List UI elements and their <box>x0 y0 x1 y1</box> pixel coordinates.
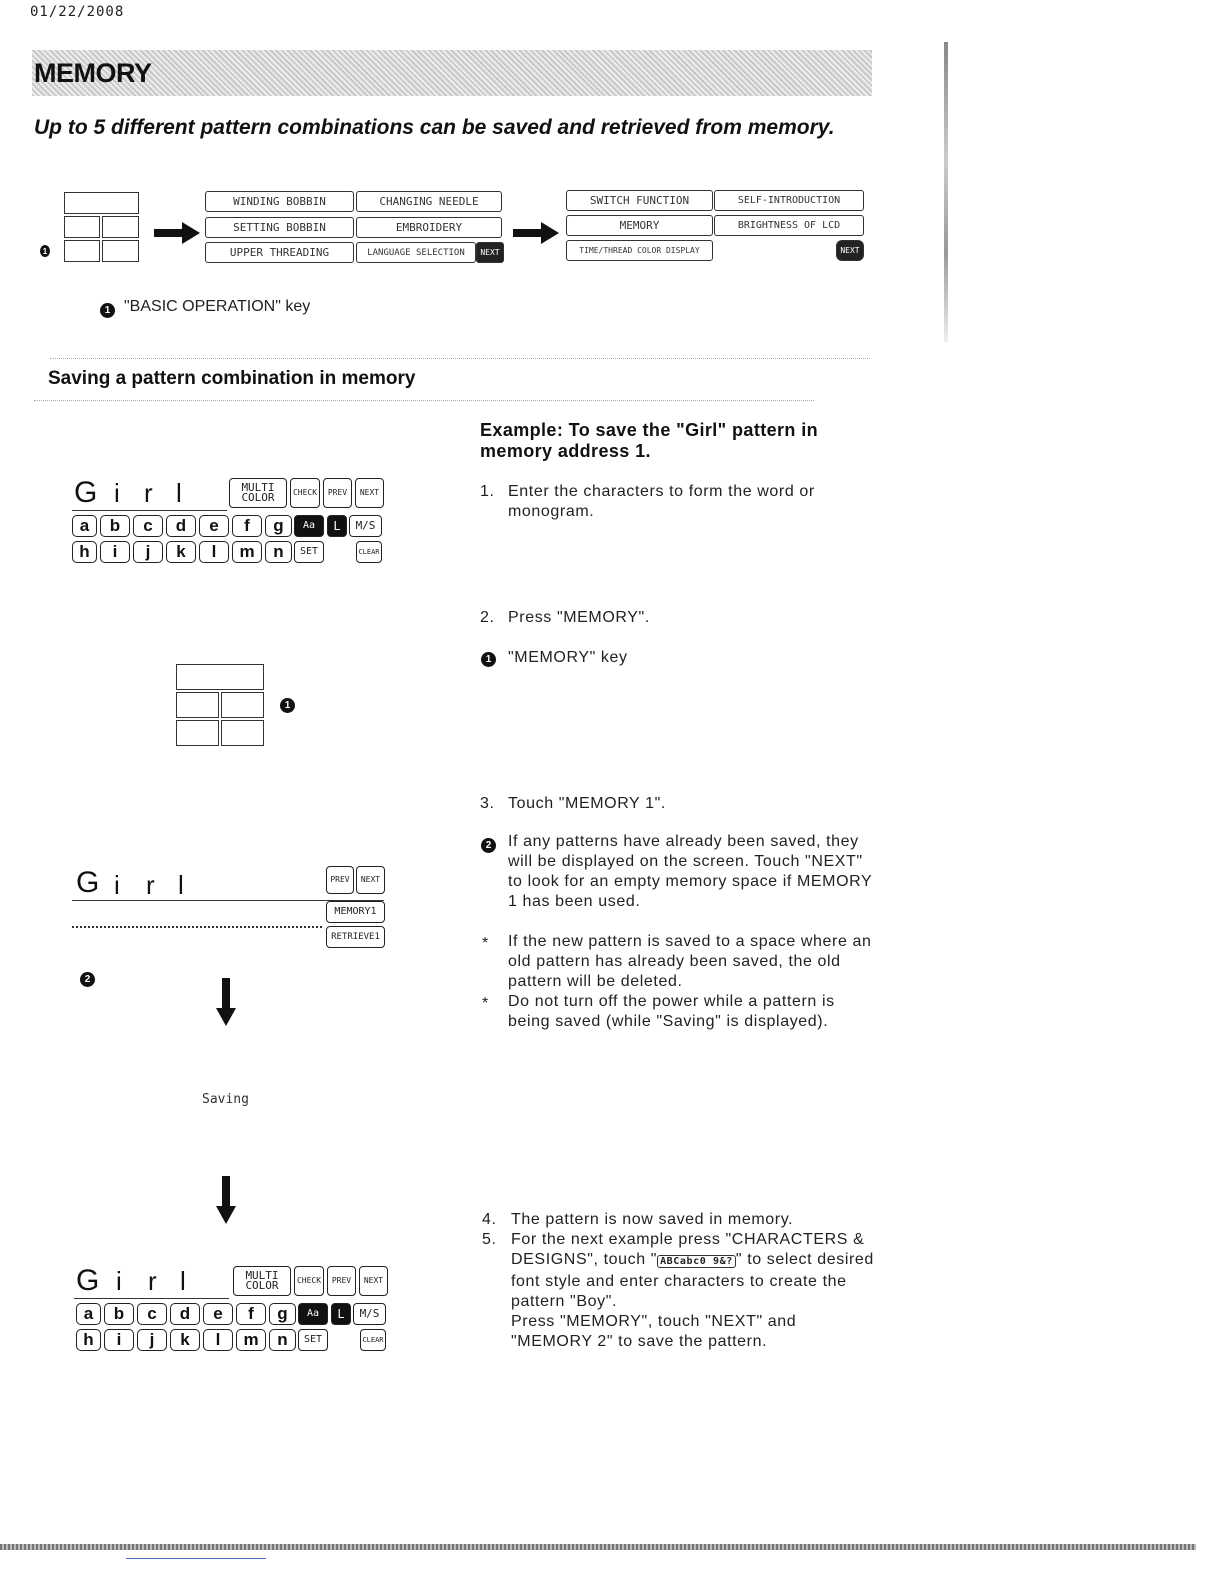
letter-key-g: g <box>265 515 292 537</box>
word-char: G <box>76 866 100 899</box>
letter-key-n: n <box>265 541 292 563</box>
prev-key: PREV <box>327 1266 356 1296</box>
key-grid-cell <box>64 216 100 238</box>
word-char: r <box>146 870 155 900</box>
letter-key-i: i <box>100 541 130 563</box>
letter-key-l: l <box>199 541 229 563</box>
step-5-text <box>511 1230 879 1352</box>
divider <box>50 358 870 360</box>
upper-threading-key: UPPER THREADING <box>205 242 354 263</box>
word-char: G <box>74 476 98 509</box>
letter-key-g: g <box>269 1303 296 1325</box>
set-key: SET <box>298 1329 328 1351</box>
next-key: NEXT <box>356 866 385 894</box>
self-introduction-key: SELF-INTRODUCTION <box>714 190 864 211</box>
footer-line <box>126 1558 266 1559</box>
check-key: CHECK <box>290 478 320 508</box>
letter-key-c: c <box>133 515 163 537</box>
marker-one: 1 <box>481 652 496 667</box>
size-ms-key: M/S <box>349 515 382 537</box>
step-2-number: 2. <box>480 609 495 626</box>
step-5-part-b: " to select desired font style and enter characters to create the pattern "Boy". <box>511 1251 874 1310</box>
letter-key-d: d <box>170 1303 200 1325</box>
letter-key-f: f <box>232 515 262 537</box>
letter-key-a: a <box>76 1303 101 1325</box>
clear-key: CLEAR <box>360 1329 386 1351</box>
word-char: r <box>148 1266 157 1296</box>
retrieve1-key: RETRIEVE1 <box>326 926 385 948</box>
asterisk: * <box>482 935 489 952</box>
letter-key-f: f <box>236 1303 266 1325</box>
prev-key: PREV <box>326 866 354 894</box>
divider <box>34 400 814 402</box>
size-l-key: L <box>331 1303 351 1325</box>
switch-function-key: SWITCH FUNCTION <box>566 190 713 211</box>
brightness-of-lcd-key: BRIGHTNESS OF LCD <box>714 215 864 236</box>
font-style-key: ABCabc0 9&? <box>657 1255 736 1268</box>
size-ms-key: M/S <box>353 1303 386 1325</box>
marker-two: 2 <box>481 838 496 853</box>
basic-operation-note: "BASIC OPERATION" key <box>124 298 311 315</box>
memory-key: MEMORY <box>566 215 713 236</box>
case-toggle-key: Aa <box>298 1303 328 1325</box>
footer-rule <box>0 1544 1196 1550</box>
letter-key-b: b <box>104 1303 134 1325</box>
letter-key-h: h <box>72 541 97 563</box>
setting-bobbin-key: SETTING BOBBIN <box>205 217 354 238</box>
step-1-text: Enter the characters to form the word or monogram. <box>508 483 815 520</box>
key-grid-cell <box>102 240 139 262</box>
letter-key-h: h <box>76 1329 101 1351</box>
time-thread-color-display-key: TIME/THREAD COLOR DISPLAY <box>566 240 713 261</box>
letter-key-m: m <box>236 1329 266 1351</box>
word-char: i <box>114 478 120 508</box>
step-5-part-a: For the next example press "CHARACTERS & DESIGNS", touch " <box>511 1231 865 1268</box>
next-key: NEXT <box>476 242 504 263</box>
title-banner <box>32 50 872 96</box>
marker-one: 1 <box>40 245 50 257</box>
step-4-text: The pattern is now saved in memory. <box>511 1211 794 1228</box>
set-key: SET <box>294 541 324 563</box>
size-l-key: L <box>327 515 347 537</box>
word-char: l <box>176 478 182 508</box>
next-key: NEXT <box>836 240 864 261</box>
key-grid-cell <box>102 216 139 238</box>
down-arrow-icon <box>216 1176 236 1226</box>
step-3-note: If any patterns have already been saved, they will be displayed on the screen. Touch "NEXT" to look for an empty memory space if MEMORY 1 has been used. <box>508 833 872 910</box>
memory-key-note: "MEMORY" key <box>508 649 628 666</box>
key-grid-top <box>64 192 139 214</box>
changing-needle-key: CHANGING NEEDLE <box>356 191 502 212</box>
key-grid-top <box>176 664 264 690</box>
letter-key-d: d <box>166 515 196 537</box>
power-note: Do not turn off the power while a pattern is being saved (while "Saving" is displayed). <box>508 993 835 1030</box>
page-date: 01/22/2008 <box>30 4 125 20</box>
letter-key-k: k <box>170 1329 200 1351</box>
right-arrow-icon <box>513 222 561 244</box>
step-5-number: 5. <box>482 1231 497 1248</box>
page-title: MEMORY <box>34 58 152 88</box>
step-1-number: 1. <box>480 483 495 500</box>
winding-bobbin-key: WINDING BOBBIN <box>205 191 354 212</box>
example-title: Example: To save the "Girl" pattern in memory address 1. <box>480 420 819 461</box>
multi-color-key: MULTI COLOR <box>229 478 287 508</box>
clear-key: CLEAR <box>356 541 382 563</box>
down-arrow-icon <box>216 978 236 1028</box>
letter-key-k: k <box>166 541 196 563</box>
step-3-text: Touch "MEMORY 1". <box>508 795 666 812</box>
section-heading: Saving a pattern combination in memory <box>48 368 416 389</box>
check-key: CHECK <box>294 1266 324 1296</box>
step-4-number: 4. <box>482 1211 497 1228</box>
marker-two: 2 <box>80 972 95 987</box>
language-selection-key: LANGUAGE SELECTION <box>356 242 476 263</box>
word-char: l <box>178 870 184 900</box>
case-toggle-key: Aa <box>294 515 324 537</box>
saving-status: Saving <box>202 1092 249 1107</box>
page-subtitle: Up to 5 different pattern combinations can be saved and retrieved from memory. <box>34 116 835 139</box>
step-5-part-c: Press "MEMORY", touch "NEXT" and "MEMORY 2" to save the pattern. <box>511 1313 797 1350</box>
memory1-key: MEMORY1 <box>326 901 385 923</box>
letter-key-i: i <box>104 1329 134 1351</box>
letter-key-b: b <box>100 515 130 537</box>
letter-key-c: c <box>137 1303 167 1325</box>
next-key: NEXT <box>359 1266 388 1296</box>
marker-one: 1 <box>100 303 115 318</box>
word-char: r <box>144 478 153 508</box>
word-char: i <box>114 870 120 900</box>
overwrite-note: If the new pattern is saved to a space where an old pattern has already been saved, the old pattern will be deleted. <box>508 933 872 990</box>
page-edge-bar <box>944 42 948 342</box>
embroidery-key: EMBROIDERY <box>356 217 502 238</box>
word-char: i <box>116 1266 122 1296</box>
letter-key-a: a <box>72 515 97 537</box>
dotted-line <box>72 926 322 928</box>
prev-key: PREV <box>323 478 352 508</box>
key-grid-cell <box>176 692 219 718</box>
key-grid-cell <box>176 720 219 746</box>
letter-key-j: j <box>133 541 163 563</box>
word-char: l <box>180 1266 186 1296</box>
letter-key-m: m <box>232 541 262 563</box>
letter-key-n: n <box>269 1329 296 1351</box>
letter-key-l: l <box>203 1329 233 1351</box>
step-3-number: 3. <box>480 795 495 812</box>
right-arrow-icon <box>154 222 202 244</box>
multi-color-key: MULTI COLOR <box>233 1266 291 1296</box>
memory-key <box>221 692 264 718</box>
next-key: NEXT <box>355 478 384 508</box>
letter-key-j: j <box>137 1329 167 1351</box>
letter-key-e: e <box>199 515 229 537</box>
step-2-text: Press "MEMORY". <box>508 609 650 626</box>
asterisk: * <box>482 995 489 1012</box>
word-underline <box>74 1298 229 1299</box>
marker-one: 1 <box>280 698 295 713</box>
letter-key-e: e <box>203 1303 233 1325</box>
key-grid-cell <box>221 720 264 746</box>
word-char: G <box>76 1264 100 1297</box>
basic-operation-key <box>64 240 100 262</box>
word-underline <box>72 510 227 511</box>
